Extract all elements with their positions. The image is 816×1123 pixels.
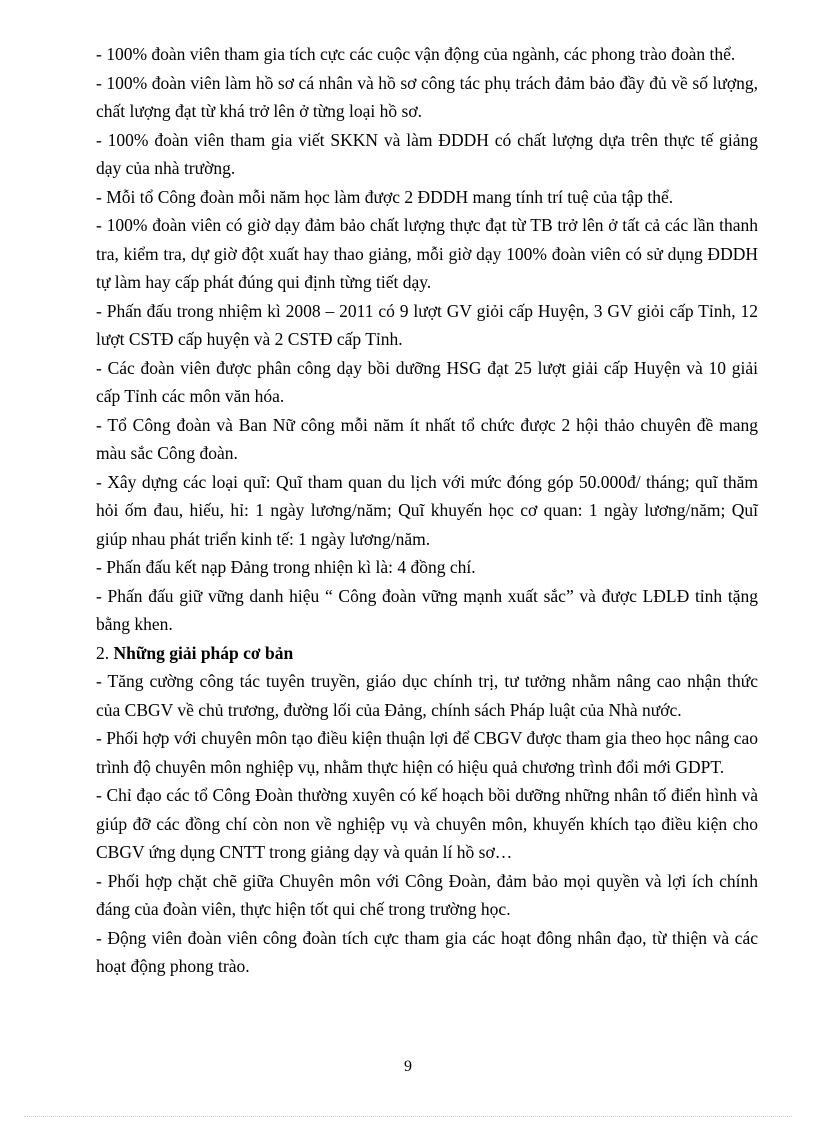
bullet-paragraph: - 100% đoàn viên làm hồ sơ cá nhân và hồ sơ công tác phụ trách đảm bảo đầy đủ về số lượng, chất lượng đạt từ khá trở lên ở từng loại hồ sơ. (96, 72, 758, 121)
bullet-paragraph: - Các đoàn viên được phân công dạy bồi dưỡng HSG đạt 25 lượt giải cấp Huyện và 10 giải cấp Tỉnh các môn văn hóa. (96, 357, 758, 406)
bullet-paragraph: - Phấn đấu trong nhiệm kì 2008 – 2011 có 9 lượt GV giỏi cấp Huyện, 3 GV giỏi cấp Tỉnh, 12 lượt CSTĐ cấp huyện và 2 CSTĐ cấp Tỉnh. (96, 300, 758, 349)
section-number: 2. (96, 642, 114, 663)
page-number: 9 (404, 1058, 412, 1075)
bullet-paragraph: - 100% đoàn viên có giờ dạy đảm bảo chất lượng thực đạt từ TB trở lên ở tất cả các lần thanh tra, kiểm tra, dự giờ đột xuất hay thao giảng, mỗi giờ dạy 100% đoàn viên có sử dụng ĐDDH tự làm hay cấp phát đúng qui định từng tiết dạy. (96, 215, 758, 292)
bullet-paragraph: - 100% đoàn viên tham gia viết SKKN và làm ĐDDH có chất lượng dựa trên thực tế giảng dạy của nhà trường. (96, 129, 758, 178)
bullet-paragraph: - Phối hợp chặt chẽ giữa Chuyên môn với Công Đoàn, đảm bảo mọi quyền và lợi ích chính đáng của đoàn viên, thực hiện tốt qui chế trong trường học. (96, 870, 758, 919)
bullet-paragraph: - Chỉ đạo các tổ Công Đoàn thường xuyên có kế hoạch bồi dưỡng những nhân tố điển hình và giúp đỡ các đồng chí còn non về nghiệp vụ và chuyên môn, khuyến khích tạo điều kiện cho CBGV ứng dụng CNTT trong giảng dạy và quản lí hồ sơ… (96, 785, 758, 862)
bullet-paragraph: - Xây dựng các loại quĩ: Quĩ tham quan du lịch với mức đóng góp 50.000đ/ tháng; quĩ thăm hỏi ốm đau, hiếu, hỉ: 1 ngày lương/năm; Quĩ khuyến học cơ quan: 1 ngày lương/năm; Quĩ giúp nhau phát triển kinh tế: 1 ngày lương/năm. (96, 471, 758, 549)
bullet-paragraph: - Tổ Công đoàn và Ban Nữ công mỗi năm ít nhất tổ chức được 2 hội thảo chuyên đề mang màu sắc Công đoàn. (96, 414, 758, 463)
page-bottom-divider (24, 1116, 792, 1117)
bullet-paragraph: - Phấn đấu kết nạp Đảng trong nhiện kì là: 4 đồng chí. (96, 557, 476, 577)
bullet-paragraph: - Mỗi tổ Công đoàn mỗi năm học làm được 2 ĐDDH mang tính trí tuệ của tập thể. (96, 186, 674, 207)
bullet-paragraph: - 100% đoàn viên tham gia tích cực các cuộc vận động của ngành, các phong trào đoàn thể. (96, 44, 736, 64)
bullet-paragraph: - Động viên đoàn viên công đoàn tích cực tham gia các hoạt đông nhân đạo, từ thiện và các hoạt động phong trào. (96, 927, 758, 976)
bullet-paragraph: - Tăng cường công tác tuyên truyền, giáo dục chính trị, tư tưởng nhằm nâng cao nhận thức của CBGV về chủ trương, đường lối của Đảng, chính sách Pháp luật của Nhà nước. (96, 671, 758, 720)
section-heading (96, 639, 758, 668)
document-body (96, 40, 758, 981)
bullet-paragraph: - Phấn đấu giữ vững danh hiệu “ Công đoàn vững mạnh xuất sắc” và được LĐLĐ tỉnh tặng bằng khen. (96, 585, 758, 634)
bullet-paragraph: - Phối hợp với chuyên môn tạo điều kiện thuận lợi để CBGV được tham gia theo học nâng cao trình độ chuyên môn nghiệp vụ, nhằm thực hiện có hiệu quả chương trình đổi mới GDPT. (96, 728, 758, 777)
section-title: Những giải pháp cơ bản (113, 642, 294, 663)
